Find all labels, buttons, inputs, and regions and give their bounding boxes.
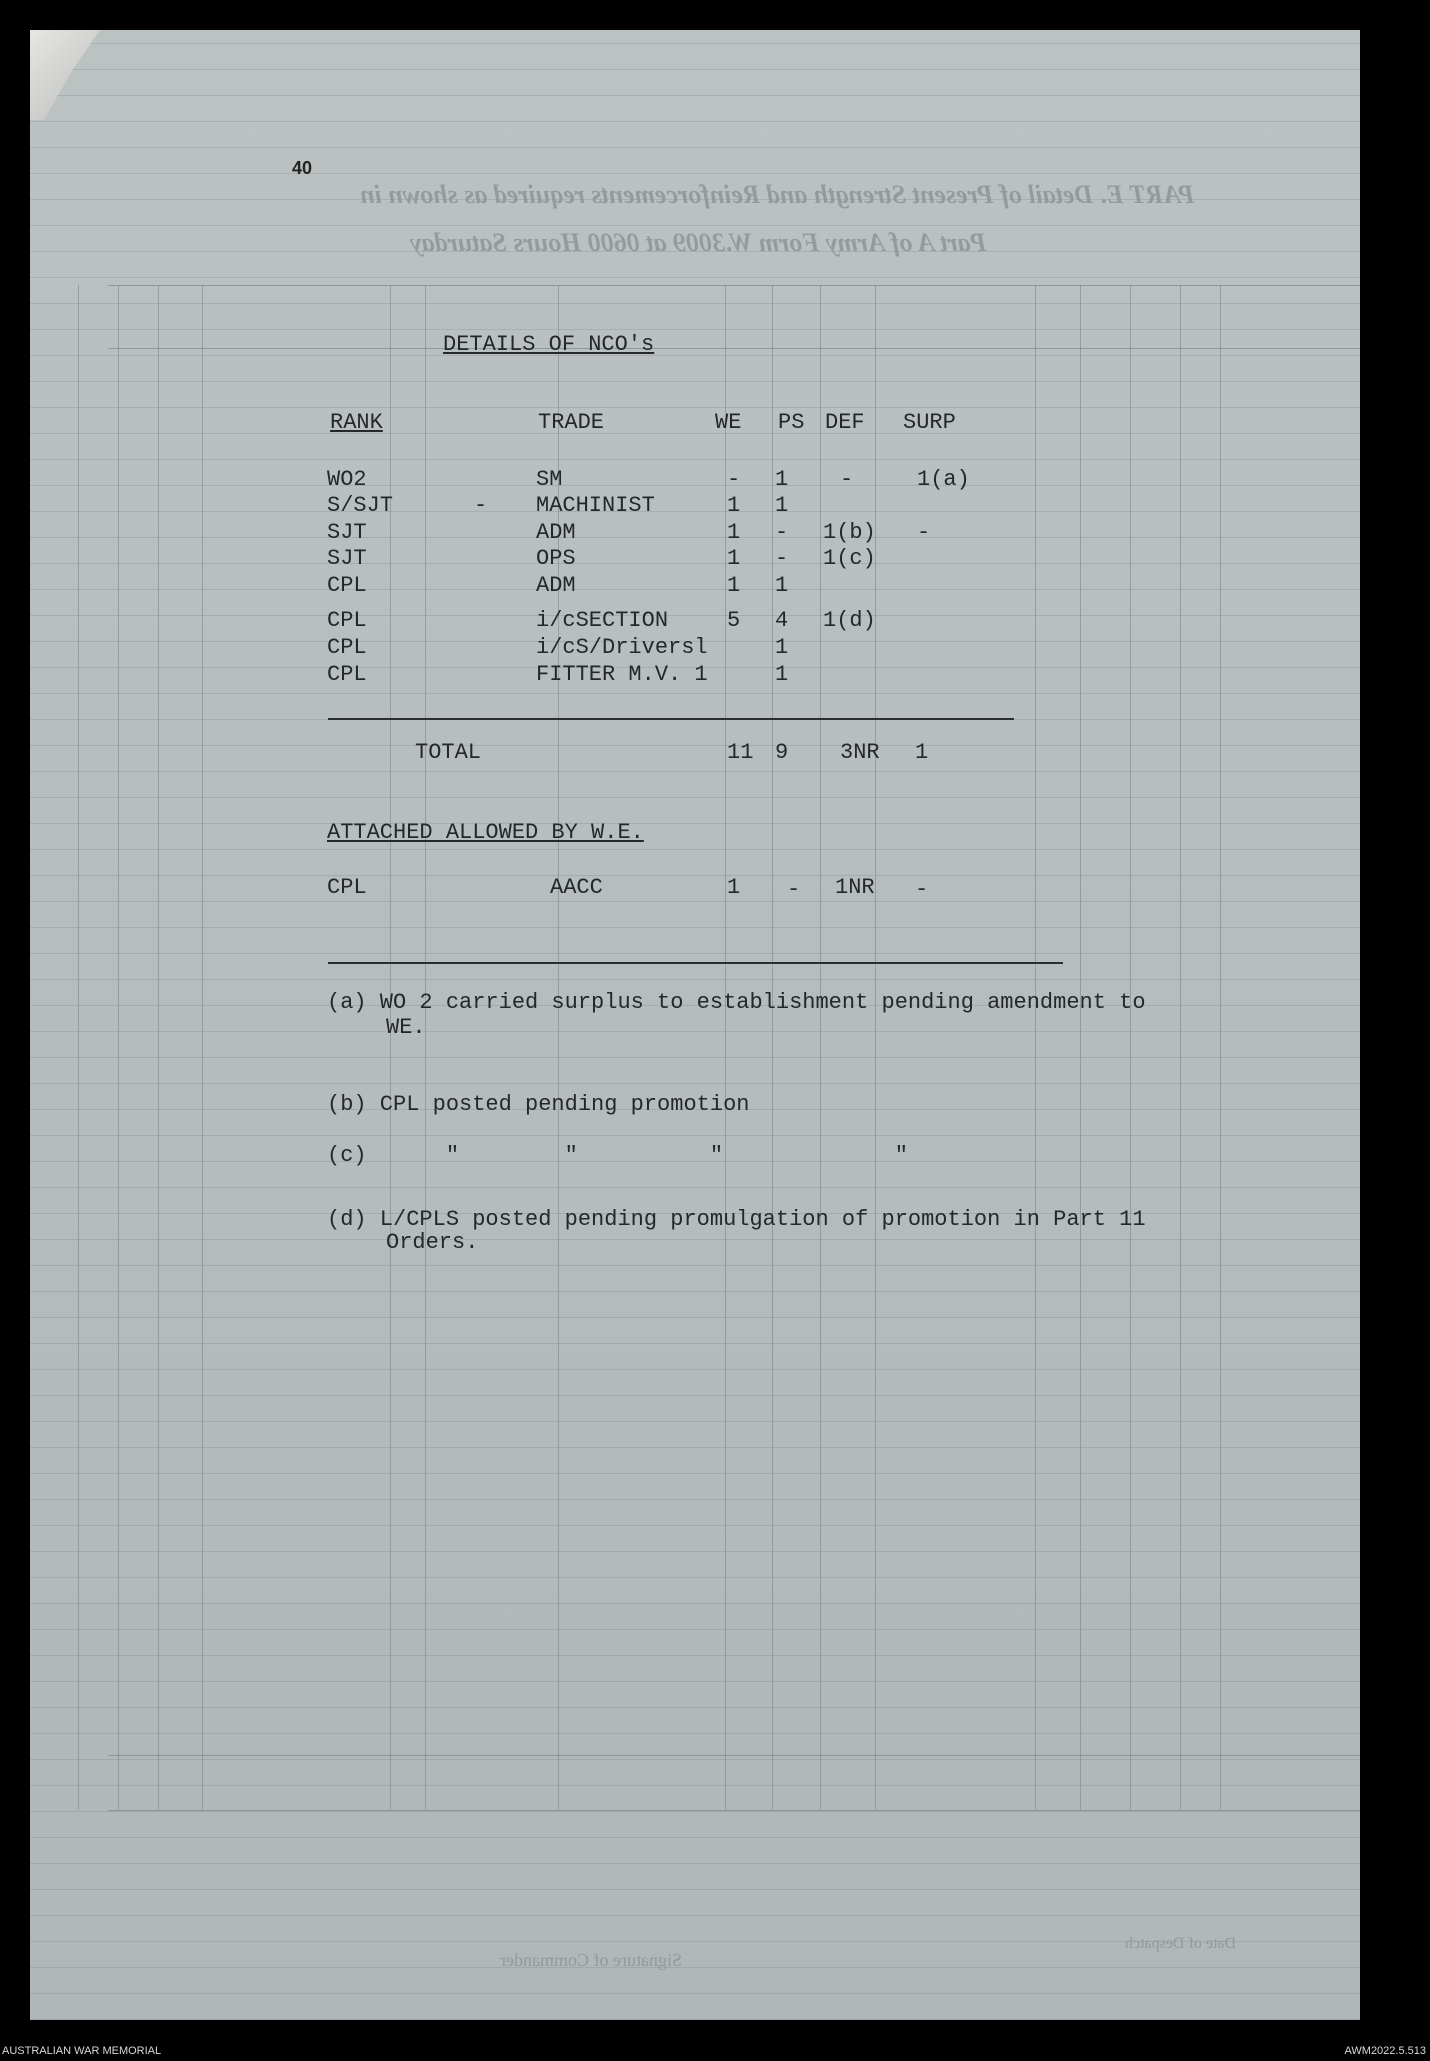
cell-def: 1(d) bbox=[823, 608, 876, 633]
cell-rank: CPL bbox=[327, 635, 367, 660]
cell-rank: WO2 bbox=[327, 467, 367, 492]
divider bbox=[328, 962, 1063, 964]
divider bbox=[328, 718, 1014, 720]
cell-def: 1(c) bbox=[823, 546, 876, 571]
cell-dash: - bbox=[474, 493, 488, 518]
total-we: 11 bbox=[727, 740, 754, 765]
note-c: (c) " " " " bbox=[327, 1143, 908, 1168]
column-header-def: DEF bbox=[825, 410, 865, 435]
footer-archive-name: AUSTRALIAN WAR MEMORIAL bbox=[2, 2045, 162, 2057]
cell-ps: 4 bbox=[775, 608, 789, 633]
table-row bbox=[30, 608, 1360, 634]
total-surp: 1 bbox=[915, 740, 929, 765]
bleed-through-subtitle: Part A of Army Form W.3009 at 0600 Hours Saturday bbox=[410, 228, 987, 257]
cell-we: 1 bbox=[727, 520, 741, 545]
attached-we: 1 bbox=[727, 875, 741, 900]
attached-ps: - bbox=[787, 877, 801, 902]
table-row bbox=[30, 520, 1360, 546]
cell-rank: SJT bbox=[327, 546, 367, 571]
cell-we: - bbox=[727, 467, 741, 492]
table-row bbox=[30, 635, 1360, 661]
bleed-through-title: PART E. Detail of Present Strength and Reinforcements required as shown in bbox=[360, 180, 1195, 209]
cell-we: 1 bbox=[727, 546, 741, 571]
cell-ps: 1 bbox=[775, 573, 789, 598]
note-d-continued: Orders. bbox=[386, 1230, 479, 1255]
attached-trade: AACC bbox=[550, 875, 603, 900]
column-header-trade: TRADE bbox=[538, 410, 605, 435]
cell-ps: 1 bbox=[775, 493, 789, 518]
cell-rank: CPL bbox=[327, 608, 367, 633]
cell-surp: 1(a) bbox=[917, 467, 970, 492]
cell-ps: 1 bbox=[775, 635, 789, 660]
footer-catalogue-id: AWM2022.5.513 bbox=[1344, 2045, 1426, 2057]
table-row bbox=[30, 493, 1360, 519]
table-row bbox=[30, 662, 1360, 688]
bleed-through-signature: Signature of Commander bbox=[500, 1950, 682, 1970]
cell-rank: SJT bbox=[327, 520, 367, 545]
form-grid-line bbox=[108, 285, 1360, 286]
column-header-surp: SURP bbox=[903, 410, 956, 435]
cell-we: 1 bbox=[727, 573, 741, 598]
attached-heading: ATTACHED ALLOWED BY W.E. bbox=[327, 820, 644, 845]
note-a: (a) WO 2 carried surplus to establishment pending amendment to bbox=[327, 990, 1146, 1015]
cell-trade: MACHINIST bbox=[536, 493, 655, 518]
attached-def: 1NR bbox=[835, 875, 875, 900]
page-title: DETAILS OF NCO's bbox=[443, 332, 655, 357]
attached-surp: - bbox=[915, 877, 929, 902]
cell-surp: - bbox=[917, 520, 931, 545]
cell-ps: - bbox=[775, 546, 789, 571]
cell-trade: i/cSECTION bbox=[536, 608, 669, 633]
total-def: 3NR bbox=[840, 740, 880, 765]
note-b: (b) CPL posted pending promotion bbox=[327, 1092, 750, 1117]
cell-rank: CPL bbox=[327, 662, 367, 687]
total-label: TOTAL bbox=[415, 740, 482, 765]
attached-rank: CPL bbox=[327, 875, 367, 900]
column-header-rank: RANK bbox=[330, 410, 383, 435]
note-a-continued: WE. bbox=[386, 1015, 426, 1040]
cell-def: 1(b) bbox=[823, 520, 876, 545]
cell-rank: S/SJT bbox=[327, 493, 394, 518]
form-grid-line bbox=[108, 348, 1360, 349]
total-ps: 9 bbox=[775, 740, 789, 765]
cell-trade: SM bbox=[536, 467, 563, 492]
cell-trade: ADM bbox=[536, 573, 576, 598]
table-row bbox=[30, 546, 1360, 572]
column-header-ps: PS bbox=[778, 410, 805, 435]
cell-we: 1 bbox=[727, 493, 741, 518]
cell-we: 5 bbox=[727, 608, 741, 633]
cell-ps: 1 bbox=[775, 467, 789, 492]
cell-trade: FITTER M.V. 1 bbox=[536, 662, 708, 687]
bleed-through-despatch: Date of Despatch bbox=[1125, 1935, 1237, 1952]
form-grid-line bbox=[108, 1810, 1360, 1811]
cell-rank: CPL bbox=[327, 573, 367, 598]
table-row bbox=[30, 467, 1360, 493]
table-row bbox=[30, 573, 1360, 599]
column-header-we: WE bbox=[715, 410, 742, 435]
document-sheet bbox=[30, 30, 1360, 2020]
cell-ps: 1 bbox=[775, 662, 789, 687]
cell-ps: - bbox=[775, 520, 789, 545]
form-grid-line bbox=[108, 1755, 1360, 1756]
note-d: (d) L/CPLS posted pending promulgation of promotion in Part 11 bbox=[327, 1207, 1146, 1232]
cell-trade: ADM bbox=[536, 520, 576, 545]
cell-trade: OPS bbox=[536, 546, 576, 571]
cell-def: - bbox=[840, 467, 854, 492]
page-number-stamp: 40 bbox=[292, 158, 313, 178]
cell-trade: i/cS/Driversl bbox=[536, 635, 708, 660]
